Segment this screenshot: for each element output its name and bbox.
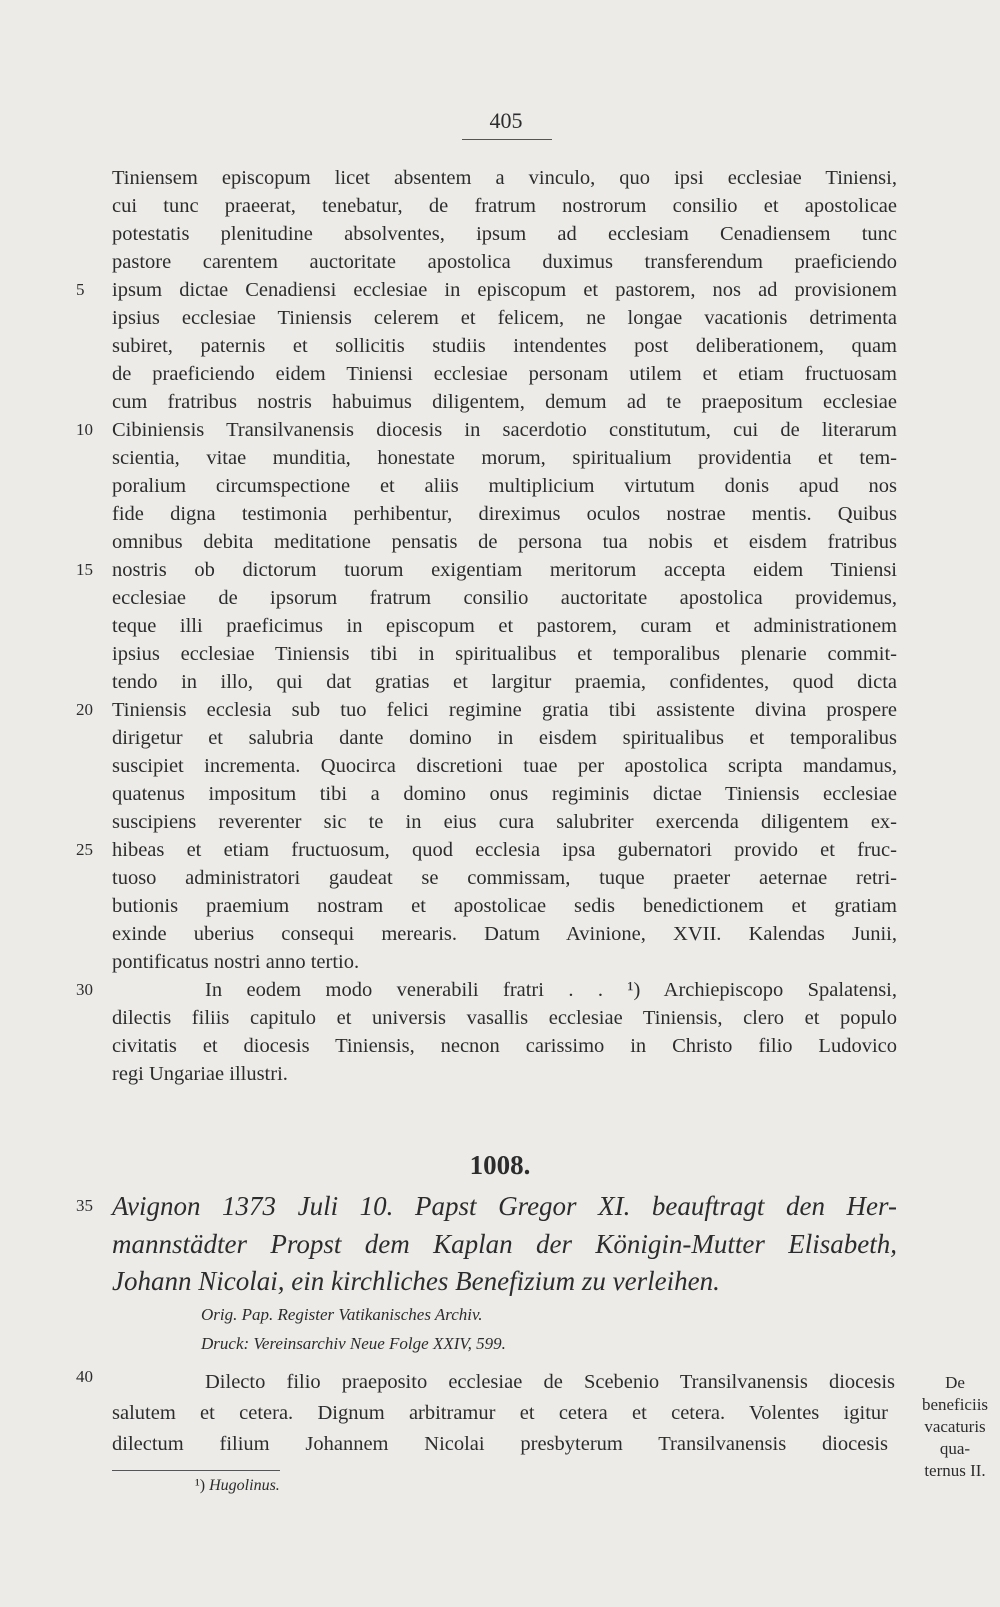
text-line: teque illi praeficimus in episcopum et pastorem, curam et administrationem [112,615,897,637]
line-number: 15 [76,560,93,579]
line-number: 40 [76,1367,93,1386]
line-number: 20 [76,700,93,719]
text-line: quatenus impositum tibi a domino onus regiminis dictae Tiniensis ecclesiae [112,783,897,805]
text-line: pastore carentem auctoritate apostolica duximus transferendum praeficiendo [112,251,897,273]
text-line: Cibiniensis Transilvanensis diocesis in sacerdotio constitutum, cui de literarum [112,419,897,441]
text-line: regi Ungariae illustri. [112,1063,288,1085]
text-line: Tiniensis ecclesia sub tuo felici regimine gratia tibi assistente divina prospere [112,699,897,721]
margin-note-line: ternus II. [924,1461,986,1480]
text-line: civitatis et diocesis Tiniensis, necnon carissimo in Christo filio Ludovico [112,1035,897,1057]
text-line: nostris ob dictorum tuorum exigentiam meritorum accepta eidem Tiniensi [112,559,897,581]
source-line: Druck: Vereinsarchiv Neue Folge XXIV, 599. [201,1334,506,1353]
text-line: omnibus debita meditatione pensatis de persona tua nobis et eisdem fratribus [112,531,897,553]
text-line: ipsum dictae Cenadiensi ecclesiae in episcopum et pastorem, nos ad provisionem [112,279,897,301]
footnote-text: Hugolinus. [209,1477,280,1494]
heading-line: mannstädter Propst dem Kaplan der Königin-Mutter Elisabeth, [112,1229,897,1259]
letter-line: Dilecto filio praeposito ecclesiae de Scebenio Transilvanensis diocesis [205,1371,895,1393]
text-line: pontificatus nostri anno tertio. [112,951,360,973]
text-line: exinde uberius consequi merearis. Datum Avinione, XVII. Kalendas Junii, [112,923,897,945]
text-line: ipsius ecclesiae Tiniensis celerem et felicem, ne longae vacationis detrimenta [112,307,897,329]
heading-line: Avignon 1373 Juli 10. Papst Gregor XI. beauftragt den Her- [112,1191,897,1221]
text-line: suscipiens reverenter sic te in eius cura salubriter exercenda diligentem ex- [112,811,897,833]
margin-note-line: qua- [939,1439,971,1458]
footnote-rule [112,1470,280,1471]
margin-note-line: De [945,1373,965,1392]
text-line: ipsius ecclesiae Tiniensis tibi in spiritualibus et temporalibus plenarie commit- [112,643,897,665]
text-line: dirigetur et salubria dante domino in eisdem spiritualibus et temporalibus [112,727,897,749]
footnote [195,1474,280,1498]
page-number: 405 [489,108,523,133]
text-line: Tiniensem episcopum licet absentem a vinculo, quo ipsi ecclesiae Tiniensi, [112,167,897,189]
source-line: Orig. Pap. Register Vatikanisches Archiv. [201,1305,483,1324]
line-number: 35 [76,1196,93,1215]
text-line: tendo in illo, qui dat gratias et largitur praemia, confidentes, quod dicta [112,671,897,693]
text-line: potestatis plenitudine absolventes, ipsum ad ecclesiam Cenadiensem tunc [112,223,897,245]
text-line: ecclesiae de ipsorum fratrum consilio auctoritate apostolica providemus, [112,587,897,609]
margin-note-line: vacaturis [924,1417,986,1436]
line-number: 25 [76,840,93,859]
text-line: scientia, vitae munditia, honestate morum, spiritualium providentia et tem- [112,447,897,469]
heading-line: Johann Nicolai, ein kirchliches Benefizium zu verleihen. [112,1266,720,1296]
letter-line: dilectum filium Johannem Nicolai presbyterum Transilvanensis diocesis [112,1433,888,1455]
letter-line: salutem et cetera. Dignum arbitramur et cetera et cetera. Volentes igitur [112,1402,888,1424]
text-line: fide digna testimonia perhibentur, direximus oculos nostrae mentis. Quibus [112,503,897,525]
text-line: butionis praemium nostram et apostolicae sedis benedictionem et gratiam [112,895,897,917]
footnote-mark: ¹) [195,1477,206,1494]
text-line: hibeas et etiam fructuosum, quod ecclesia ipsa gubernatori provido et fruc- [112,839,897,861]
document-number: 1008. [469,1150,531,1180]
text-line: poralium circumspectione et aliis multiplicium virtutum donis apud nos [112,475,897,497]
text-line: dilectis filiis capitulo et universis vasallis ecclesiae Tiniensis, clero et populo [112,1007,897,1029]
text-line: In eodem modo venerabili fratri . . ¹) Archiepiscopo Spalatensi, [205,979,897,1001]
line-number: 10 [76,420,93,439]
text-line: suscipiet incrementa. Quocirca discretioni tuae per apostolica scripta mandamus, [112,755,897,777]
text-line: de praeficiendo eidem Tiniensi ecclesiae personam utilem et etiam fructuosam [112,363,897,385]
line-number: 5 [76,280,85,299]
text-line: subiret, paternis et sollicitis studiis intendentes post deliberationem, quam [112,335,897,357]
text-line: cum fratribus nostris habuimus diligentem, demum ad te praepositum ecclesiae [112,391,897,413]
text-line: tuoso administratori gaudeat se commissam, tuque praeter aeternae retri- [112,867,897,889]
line-number: 30 [76,980,93,999]
margin-note-line: beneficiis [921,1395,989,1414]
text-line: cui tunc praeerat, tenebatur, de fratrum nostrorum consilio et apostolicae [112,195,897,217]
margin-note [915,1372,995,1482]
page-number-rule [462,139,552,140]
